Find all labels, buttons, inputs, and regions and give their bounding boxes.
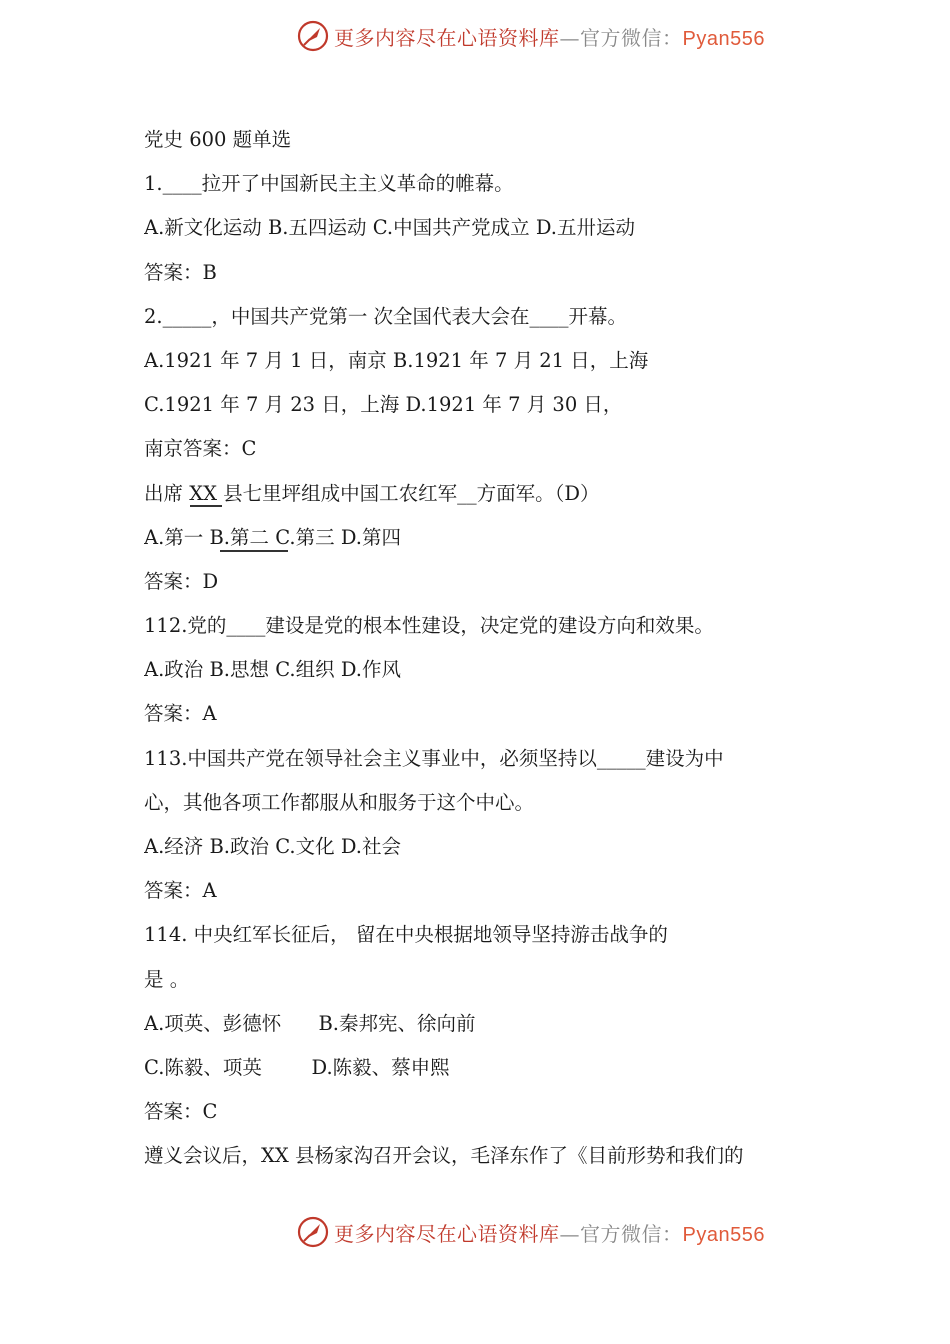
watermark-prefix: 更多内容尽在心语资料库 bbox=[334, 1221, 560, 1246]
options-line: C.1921 年 7 月 23 日，上海 D.1921 年 7 月 30 日， bbox=[144, 393, 623, 417]
options-line: A.项英、彭德怀 B.秦邦宪、徐向前 bbox=[144, 1011, 476, 1035]
options-line: A.第一 B.第二 C.第三 D.第四 bbox=[144, 525, 401, 549]
document-body bbox=[144, 118, 824, 1179]
watermark-dash: — bbox=[559, 25, 580, 50]
question-text: 1.____拉开了中国新民主主义革命的帷幕。 bbox=[144, 172, 514, 196]
doc-title: 党史 600 题单选 bbox=[144, 128, 292, 151]
watermark-wechat: Pyan556 bbox=[682, 1223, 765, 1246]
answer-line: 答案：C bbox=[144, 1100, 218, 1124]
watermark-footer bbox=[296, 1212, 765, 1252]
options-line: A.新文化运动 B.五四运动 C.中国共产党成立 D.五卅运动 bbox=[144, 216, 635, 240]
question-text: 是 。 bbox=[144, 967, 190, 991]
watermark-prefix: 更多内容尽在心语资料库 bbox=[334, 25, 560, 50]
watermark-header bbox=[296, 16, 765, 56]
options-line: A.政治 B.思想 C.组织 D.作风 bbox=[144, 658, 401, 682]
options-line: A.1921 年 7 月 1 日，南京 B.1921 年 7 月 21 日，上海 bbox=[144, 348, 649, 372]
watermark-wechat: Pyan556 bbox=[682, 27, 765, 50]
question-text: 114. 中央红军长征后， 留在中央根据地领导坚持游击战争的 bbox=[144, 923, 668, 947]
answer-line: 答案：A bbox=[144, 702, 217, 726]
question-text: 心，其他各项工作都服从和服务于这个中心。 bbox=[144, 790, 535, 814]
options-line: A.经济 B.政治 C.文化 D.社会 bbox=[144, 835, 401, 858]
answer-line: 答案：A bbox=[144, 879, 217, 903]
answer-line: 答案：D bbox=[144, 569, 219, 593]
feather-seal-icon bbox=[296, 19, 330, 53]
watermark-dash: — bbox=[559, 1221, 580, 1246]
question-text: 出席 XX 县七里坪组成中国工农红军__方面军。（D） bbox=[144, 481, 600, 505]
question-text: 遵义会议后，XX 县杨家沟召开会议，毛泽东作了《目前形势和我们的 bbox=[144, 1144, 744, 1168]
feather-seal-icon bbox=[296, 1215, 330, 1249]
answer-line: 南京答案：C bbox=[144, 437, 257, 461]
answer-line: 答案：B bbox=[144, 260, 217, 284]
options-line: C.陈毅、项英 D.陈毅、蔡申熙 bbox=[144, 1055, 450, 1079]
question-text: 2._____，中国共产党第一 次全国代表大会在____开幕。 bbox=[144, 304, 628, 328]
underline-mark bbox=[220, 550, 288, 552]
watermark-tag: 官方微信： bbox=[580, 25, 683, 50]
question-text: 113.中国共产党在领导社会主义事业中，必须坚持以_____建设为中 bbox=[144, 746, 724, 770]
question-text: 112.党的____建设是党的根本性建设，决定党的建设方向和效果。 bbox=[144, 614, 714, 638]
watermark-tag: 官方微信： bbox=[580, 1221, 683, 1246]
underline-mark bbox=[190, 505, 222, 507]
